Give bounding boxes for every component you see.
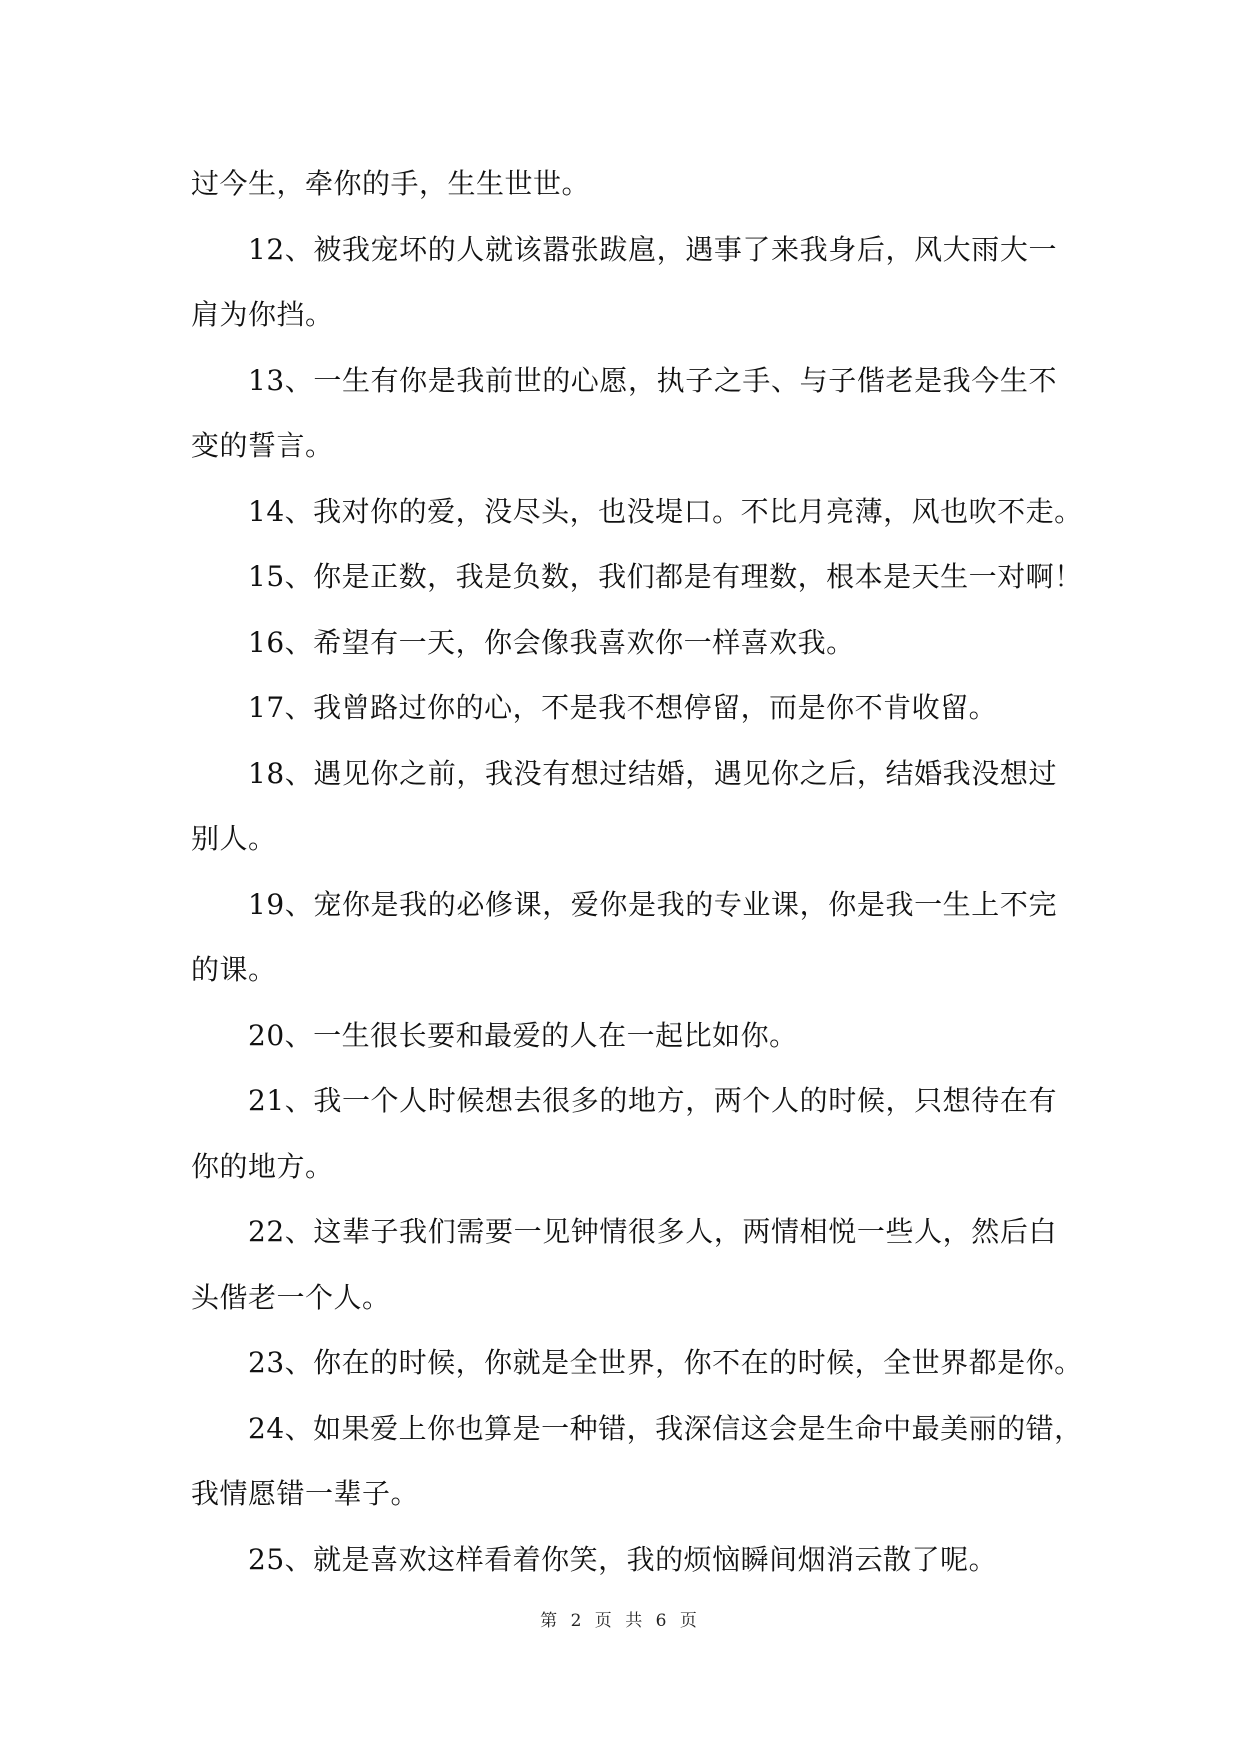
paragraph-continuation: 的课。 (191, 953, 277, 986)
paragraph-continuation: 肩为你挡。 (191, 298, 334, 331)
list-item-22: 22、这辈子我们需要一见钟情很多人，两情相悦一些人，然后白 (248, 1215, 1057, 1248)
list-item-21: 21、我一个人时候想去很多的地方，两个人的时候，只想待在有 (248, 1084, 1057, 1117)
list-item-13: 13、一生有你是我前世的心愿，执子之手、与子偕老是我今生不 (248, 364, 1057, 397)
paragraph-continuation: 我情愿错一辈子。 (191, 1477, 420, 1510)
list-item-12: 12、被我宠坏的人就该嚣张跋扈，遇事了来我身后，风大雨大一 (248, 233, 1057, 266)
paragraph-continuation: 别人。 (191, 822, 277, 855)
list-item-17: 17、我曾路过你的心，不是我不想停留，而是你不肯收留。 (248, 691, 998, 724)
list-item-25: 25、就是喜欢这样看着你笑，我的烦恼瞬间烟消云散了呢。 (248, 1543, 998, 1576)
list-item-15: 15、你是正数，我是负数，我们都是有理数，根本是天生一对啊！ (248, 560, 1083, 593)
page-number-footer: 第 2 页 共 6 页 (540, 1611, 701, 1631)
list-item-19: 19、宠你是我的必修课，爱你是我的专业课，你是我一生上不完 (248, 888, 1057, 921)
list-item-24: 24、如果爱上你也算是一种错，我深信这会是生命中最美丽的错， (248, 1412, 1083, 1445)
paragraph-continuation: 头偕老一个人。 (191, 1281, 391, 1314)
list-item-16: 16、希望有一天，你会像我喜欢你一样喜欢我。 (248, 626, 855, 659)
paragraph-continuation: 变的誓言。 (191, 429, 334, 462)
paragraph-continuation: 过今生，牵你的手，生生世世。 (191, 167, 591, 200)
paragraph-continuation: 你的地方。 (191, 1150, 334, 1183)
list-item-23: 23、你在的时候，你就是全世界，你不在的时候，全世界都是你。 (248, 1346, 1083, 1379)
list-item-18: 18、遇见你之前，我没有想过结婚，遇见你之后，结婚我没想过 (248, 757, 1057, 790)
list-item-20: 20、一生很长要和最爱的人在一起比如你。 (248, 1019, 798, 1052)
list-item-14: 14、我对你的爱，没尽头，也没堤口。不比月亮薄，风也吹不走。 (248, 495, 1083, 528)
